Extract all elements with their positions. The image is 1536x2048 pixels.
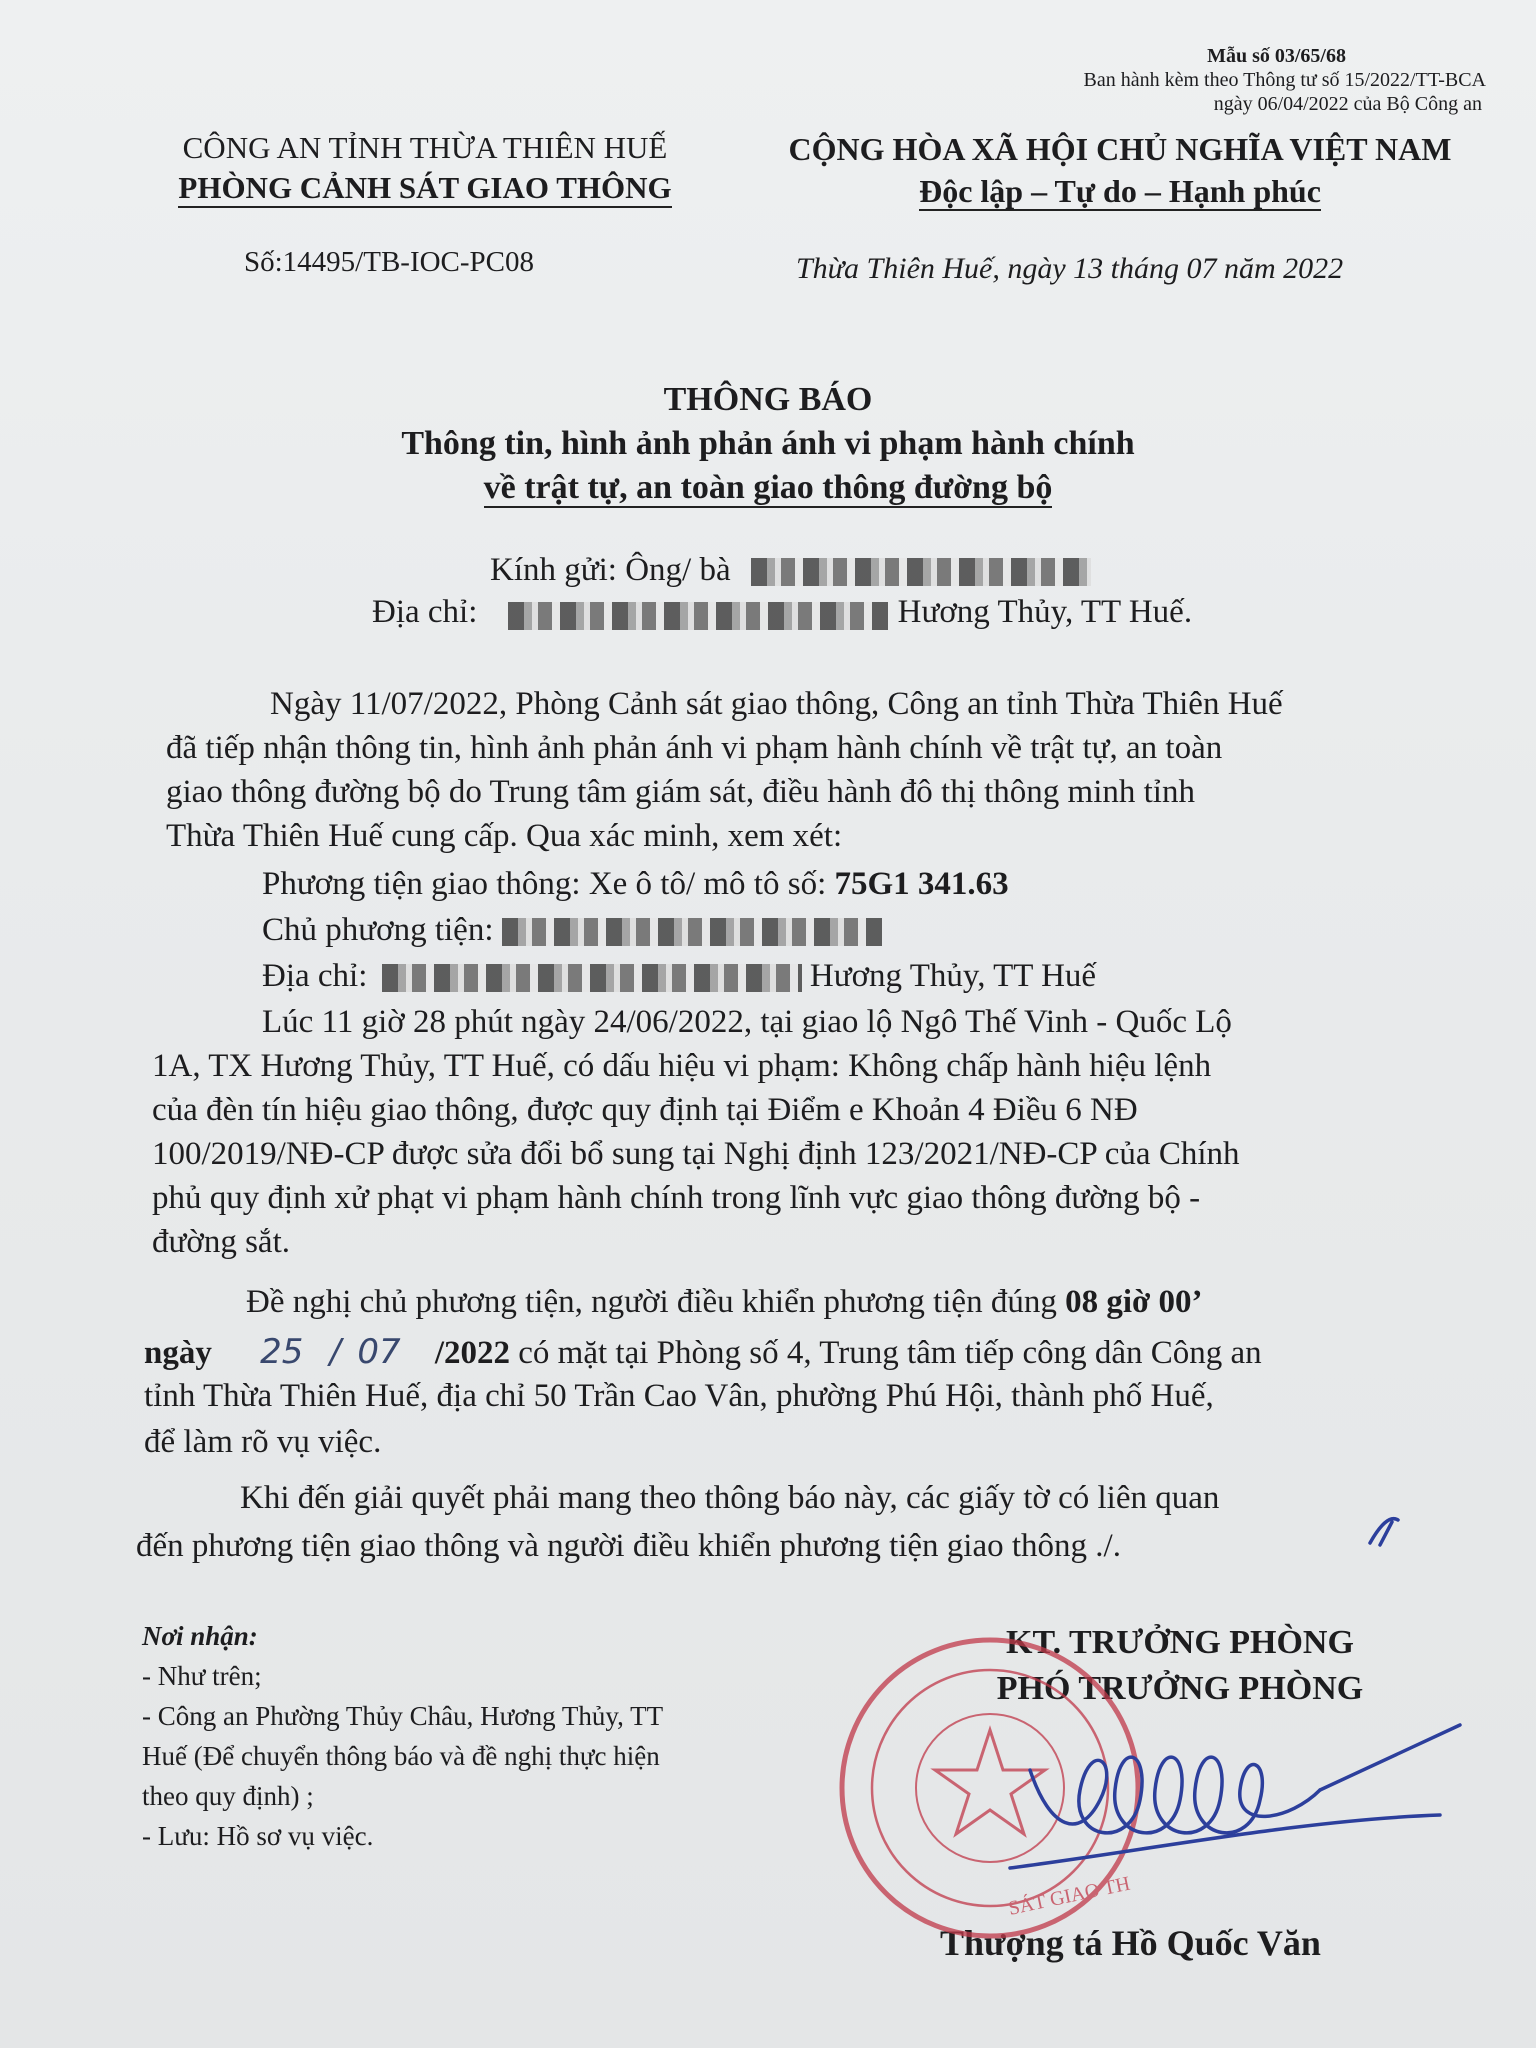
p1-line-2: đã tiếp nhận thông tin, hình ảnh phản ánh vi phạm hành chính về trật tự, an toàn [166, 730, 1223, 766]
appointment-time: 08 giờ 00’ [1065, 1284, 1203, 1320]
owner-address-tail: Hương Thủy, TT Huế [809, 958, 1097, 994]
handwritten-day: 25 [260, 1332, 304, 1372]
p2-line-5: phủ quy định xử phạt vi phạm hành chính trong lĩnh vực giao thông đường bộ - [152, 1180, 1201, 1216]
owner-label: Chủ phương tiện: [262, 912, 494, 948]
p4-line-1: Khi đến giải quyết phải mang theo thông báo này, các giấy tờ có liên quan [240, 1480, 1220, 1516]
handwritten-signature [1010, 1519, 1460, 1868]
p3-text: Đề nghị chủ phương tiện, người điều khiển phương tiện đúng [246, 1284, 1057, 1320]
place-date: Thừa Thiên Huế, ngày 13 tháng 07 năm 2022 [796, 252, 1344, 285]
seal-text: SÁT GIAO TH [1006, 1872, 1133, 1920]
signature-line-1: KT. TRƯỞNG PHÒNG [1006, 1624, 1354, 1661]
vehicle-label: Phương tiện giao thông: Xe ô tô/ mô tô số: [262, 866, 827, 902]
date-separator: / [329, 1332, 342, 1372]
appointment-year: /2022 [434, 1335, 511, 1371]
p2-line-1: Lúc 11 giờ 28 phút ngày 24/06/2022, tại giao lộ Ngô Thế Vinh - Quốc Lộ [262, 1004, 1232, 1040]
nation-name: CỘNG HÒA XÃ HỘI CHỦ NGHĨA VIỆT NAM [788, 131, 1452, 167]
recipients-label: Nơi nhận: [142, 1621, 258, 1651]
title-sub-2: về trật tự, an toàn giao thông đường bộ [483, 469, 1053, 506]
p2-line-3: của đèn tín hiệu giao thông, được quy định tại Điểm e Khoản 4 Điều 6 NĐ [152, 1092, 1138, 1128]
recipients-item-3: - Lưu: Hồ sơ vụ việc. [142, 1821, 374, 1851]
official-seal [842, 1640, 1138, 1936]
p2-line-6: đường sắt. [152, 1224, 290, 1260]
form-issued-date: ngày 06/04/2022 của Bộ Công an [1213, 93, 1482, 115]
recipient-label: Kính gửi: Ông/ bà [490, 552, 731, 588]
form-number: Mẫu số 03/65/68 [1207, 45, 1346, 67]
agency-parent: CÔNG AN TỈNH THỪA THIÊN HUẾ [182, 130, 668, 165]
p3-line-4: để làm rõ vụ việc. [144, 1424, 382, 1460]
recipients-item-2a: - Công an Phường Thủy Châu, Hương Thủy, TT [142, 1701, 664, 1731]
day-label: ngày [144, 1335, 212, 1371]
form-issued-with: Ban hành kèm theo Thông tư số 15/2022/TT-BCA [1083, 69, 1486, 91]
p1-line-3: giao thông đường bộ do Trung tâm giám sát, điều hành đô thị thông minh tỉnh [166, 774, 1195, 810]
title-sub-1: Thông tin, hình ảnh phản ánh vi phạm hành chính [401, 425, 1135, 462]
plate-number: 75G1 341.63 [834, 866, 1009, 902]
recipients-item-2c: theo quy định) ; [142, 1781, 314, 1811]
p2-line-4: 100/2019/NĐ-CP được sửa đổi bổ sung tại Nghị định 123/2021/NĐ-CP của Chính [152, 1136, 1240, 1172]
title-main: THÔNG BÁO [663, 381, 873, 418]
p3-line-3: tỉnh Thừa Thiên Huế, địa chỉ 50 Trần Cao Vân, phường Phú Hội, thành phố Huế, [144, 1378, 1214, 1414]
p1-line-1: Ngày 11/07/2022, Phòng Cảnh sát giao thông, Công an tỉnh Thừa Thiên Huế [270, 686, 1283, 722]
recipients-item-2b: Huế (Để chuyển thông báo và đề nghị thực hiện [142, 1741, 660, 1771]
agency-name: PHÒNG CẢNH SÁT GIAO THÔNG [178, 170, 671, 208]
p2-line-2: 1A, TX Hương Thủy, TT Huế, có dấu hiệu vi phạm: Không chấp hành hiệu lệnh [152, 1048, 1212, 1084]
p3-line-2-tail: có mặt tại Phòng số 4, Trung tâm tiếp công dân Công an [518, 1335, 1262, 1371]
document-number: Số:14495/TB-IOC-PC08 [244, 246, 535, 278]
recipients-item-1: - Như trên; [142, 1661, 262, 1691]
address-tail: Hương Thủy, TT Huế. [897, 594, 1193, 630]
owner-address-label: Địa chỉ: [262, 958, 368, 994]
p4-line-2: đến phương tiện giao thông và người điều khiển phương tiện giao thông ./. [136, 1528, 1121, 1564]
p1-line-4: Thừa Thiên Huế cung cấp. Qua xác minh, xem xét: [166, 818, 843, 854]
national-motto: Độc lập – Tự do – Hạnh phúc [919, 173, 1321, 209]
address-label: Địa chỉ: [372, 594, 478, 630]
handwritten-month: 07 [357, 1332, 401, 1372]
signer-name: Thượng tá Hồ Quốc Văn [940, 1923, 1321, 1963]
signature-line-2: PHÓ TRƯỞNG PHÒNG [996, 1670, 1364, 1707]
seal-star-icon [935, 1730, 1045, 1834]
